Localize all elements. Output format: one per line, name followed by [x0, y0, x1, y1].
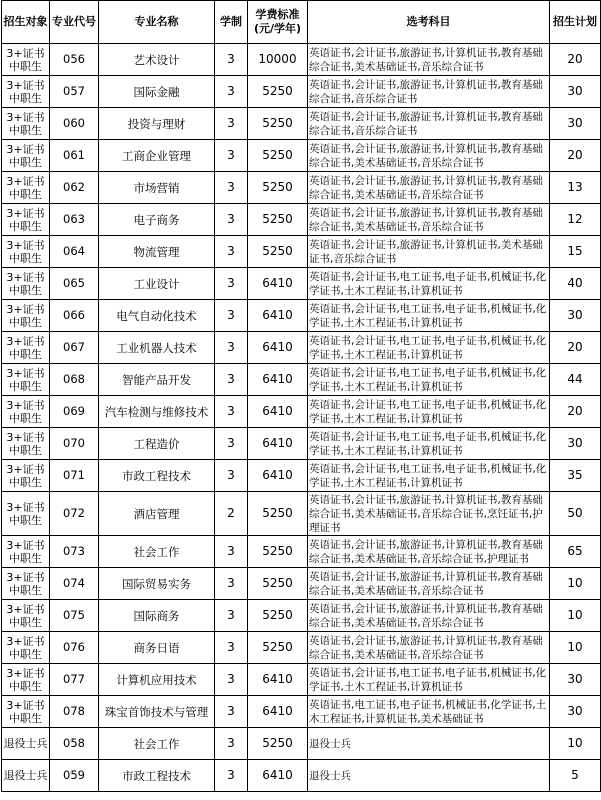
- table-row: [2, 396, 601, 428]
- plan-cell: 44: [550, 364, 601, 396]
- major-cell: 商务日语: [99, 632, 215, 664]
- target-cell: 3+证书中职生: [2, 364, 50, 396]
- years-cell: 3: [215, 364, 248, 396]
- subjects-cell: 英语证书,会计证书,电工证书,电子证书,机械证书,化学证书,土木工程证书,计算机证书: [308, 364, 550, 396]
- major-cell: 智能产品开发: [99, 364, 215, 396]
- table-row: [2, 600, 601, 632]
- target-cell: 3+证书中职生: [2, 664, 50, 696]
- target-cell: 3+证书中职生: [2, 492, 50, 536]
- major-cell: 市场营销: [99, 172, 215, 204]
- plan-cell: 5: [550, 760, 601, 792]
- table-row: [2, 728, 601, 760]
- code-cell: 062: [50, 172, 99, 204]
- plan-cell: 13: [550, 172, 601, 204]
- subjects-cell: 退役士兵: [308, 728, 550, 760]
- table-row: [2, 268, 601, 300]
- fee-cell: 6410: [248, 300, 308, 332]
- years-cell: 3: [215, 172, 248, 204]
- major-cell: 国际商务: [99, 600, 215, 632]
- major-cell: 物流管理: [99, 236, 215, 268]
- table-row: [2, 172, 601, 204]
- years-cell: 3: [215, 76, 248, 108]
- years-cell: 3: [215, 696, 248, 728]
- subjects-cell: 英语证书,会计证书,旅游证书,计算机证书,教育基础综合证书,音乐综合证书: [308, 108, 550, 140]
- subjects-cell: 英语证书,会计证书,旅游证书,计算机证书,教育基础综合证书,美术基础证书,音乐综合证书,烹饪证书,护理证书: [308, 492, 550, 536]
- plan-cell: 35: [550, 460, 601, 492]
- years-cell: 3: [215, 204, 248, 236]
- years-cell: 3: [215, 44, 248, 76]
- years-cell: 3: [215, 600, 248, 632]
- major-cell: 珠宝首饰技术与管理: [99, 696, 215, 728]
- code-cell: 057: [50, 76, 99, 108]
- fee-cell: 6410: [248, 664, 308, 696]
- major-cell: 市政工程技术: [99, 460, 215, 492]
- subjects-cell: 英语证书,电工证书,电子证书,机械证书,化学证书,土木工程证书,计算机证书,美术基础证书: [308, 696, 550, 728]
- target-cell: 3+证书中职生: [2, 568, 50, 600]
- fee-cell: 6410: [248, 428, 308, 460]
- target-cell: 3+证书中职生: [2, 696, 50, 728]
- code-cell: 074: [50, 568, 99, 600]
- target-cell: 3+证书中职生: [2, 44, 50, 76]
- plan-cell: 10: [550, 632, 601, 664]
- years-cell: 3: [215, 108, 248, 140]
- code-cell: 067: [50, 332, 99, 364]
- code-cell: 078: [50, 696, 99, 728]
- target-cell: 3+证书中职生: [2, 396, 50, 428]
- code-cell: 072: [50, 492, 99, 536]
- code-cell: 061: [50, 140, 99, 172]
- target-cell: 3+证书中职生: [2, 600, 50, 632]
- target-cell: 3+证书中职生: [2, 300, 50, 332]
- years-cell: 3: [215, 396, 248, 428]
- plan-cell: 30: [550, 428, 601, 460]
- fee-cell: 5250: [248, 632, 308, 664]
- target-cell: 3+证书中职生: [2, 76, 50, 108]
- table-body: [2, 44, 601, 792]
- years-cell: 2: [215, 492, 248, 536]
- plan-cell: 30: [550, 76, 601, 108]
- fee-cell: 6410: [248, 696, 308, 728]
- target-cell: 退役士兵: [2, 728, 50, 760]
- table-row: [2, 140, 601, 172]
- plan-cell: 10: [550, 600, 601, 632]
- major-cell: 社会工作: [99, 728, 215, 760]
- table-row: [2, 632, 601, 664]
- table-row: [2, 300, 601, 332]
- plan-cell: 20: [550, 44, 601, 76]
- target-cell: 3+证书中职生: [2, 204, 50, 236]
- fee-cell: 5250: [248, 236, 308, 268]
- code-cell: 063: [50, 204, 99, 236]
- table-row: [2, 536, 601, 568]
- code-cell: 064: [50, 236, 99, 268]
- subjects-cell: 英语证书,会计证书,旅游证书,计算机证书,美术基础证书,音乐综合证书: [308, 236, 550, 268]
- target-cell: 3+证书中职生: [2, 140, 50, 172]
- fee-cell: 6410: [248, 760, 308, 792]
- major-cell: 工业设计: [99, 268, 215, 300]
- code-cell: 068: [50, 364, 99, 396]
- years-cell: 3: [215, 300, 248, 332]
- plan-cell: 20: [550, 140, 601, 172]
- table-row: [2, 332, 601, 364]
- years-cell: 3: [215, 664, 248, 696]
- table-row: [2, 760, 601, 792]
- subjects-cell: 退役士兵: [308, 760, 550, 792]
- major-cell: 工程造价: [99, 428, 215, 460]
- table-row: [2, 428, 601, 460]
- major-cell: 汽车检测与维修技术: [99, 396, 215, 428]
- major-cell: 工商企业管理: [99, 140, 215, 172]
- years-cell: 3: [215, 760, 248, 792]
- table-row: [2, 204, 601, 236]
- table-row: [2, 76, 601, 108]
- subjects-cell: 英语证书,会计证书,电工证书,电子证书,机械证书,化学证书,土木工程证书,计算机证书: [308, 664, 550, 696]
- table-row: [2, 44, 601, 76]
- years-cell: 3: [215, 728, 248, 760]
- target-cell: 3+证书中职生: [2, 268, 50, 300]
- subjects-cell: 英语证书,会计证书,电工证书,电子证书,机械证书,化学证书,土木工程证书,计算机证书: [308, 300, 550, 332]
- target-cell: 3+证书中职生: [2, 236, 50, 268]
- subjects-cell: 英语证书,会计证书,电工证书,电子证书,机械证书,化学证书,土木工程证书,计算机证书: [308, 428, 550, 460]
- fee-cell: 6410: [248, 396, 308, 428]
- major-cell: 酒店管理: [99, 492, 215, 536]
- fee-cell: 5250: [248, 568, 308, 600]
- table-row: [2, 664, 601, 696]
- subjects-cell: 英语证书,会计证书,旅游证书,计算机证书,教育基础综合证书,美术基础证书,音乐综合证书: [308, 204, 550, 236]
- major-cell: 电子商务: [99, 204, 215, 236]
- subjects-cell: 英语证书,会计证书,旅游证书,计算机证书,教育基础综合证书,美术基础证书,音乐综合证书: [308, 632, 550, 664]
- plan-cell: 30: [550, 664, 601, 696]
- plan-cell: 65: [550, 536, 601, 568]
- major-cell: 社会工作: [99, 536, 215, 568]
- code-cell: 073: [50, 536, 99, 568]
- years-cell: 3: [215, 568, 248, 600]
- fee-cell: 6410: [248, 460, 308, 492]
- fee-cell: 5250: [248, 492, 308, 536]
- target-cell: 3+证书中职生: [2, 108, 50, 140]
- plan-cell: 30: [550, 300, 601, 332]
- target-cell: 3+证书中职生: [2, 428, 50, 460]
- header-subjects: 选考科目: [308, 1, 550, 44]
- years-cell: 3: [215, 236, 248, 268]
- years-cell: 3: [215, 140, 248, 172]
- table-row: [2, 568, 601, 600]
- major-cell: 投资与理财: [99, 108, 215, 140]
- table-row: [2, 236, 601, 268]
- admission-plan-table: [1, 0, 601, 792]
- plan-cell: 50: [550, 492, 601, 536]
- subjects-cell: 英语证书,会计证书,电工证书,电子证书,机械证书,化学证书,土木工程证书,计算机证书: [308, 332, 550, 364]
- plan-cell: 20: [550, 396, 601, 428]
- fee-cell: 5250: [248, 204, 308, 236]
- target-cell: 3+证书中职生: [2, 172, 50, 204]
- plan-cell: 10: [550, 728, 601, 760]
- fee-cell: 5250: [248, 728, 308, 760]
- code-cell: 071: [50, 460, 99, 492]
- fee-cell: 6410: [248, 268, 308, 300]
- plan-cell: 40: [550, 268, 601, 300]
- table-row: [2, 492, 601, 536]
- code-cell: 056: [50, 44, 99, 76]
- code-cell: 075: [50, 600, 99, 632]
- major-cell: 国际金融: [99, 76, 215, 108]
- years-cell: 3: [215, 632, 248, 664]
- years-cell: 3: [215, 268, 248, 300]
- years-cell: 3: [215, 428, 248, 460]
- header-target: 招生对象: [2, 1, 50, 44]
- target-cell: 退役士兵: [2, 760, 50, 792]
- target-cell: 3+证书中职生: [2, 460, 50, 492]
- code-cell: 066: [50, 300, 99, 332]
- table-row: [2, 460, 601, 492]
- years-cell: 3: [215, 332, 248, 364]
- code-cell: 060: [50, 108, 99, 140]
- subjects-cell: 英语证书,会计证书,旅游证书,计算机证书,教育基础综合证书,美术基础证书,音乐综合证书,护理证书: [308, 536, 550, 568]
- table-row: [2, 696, 601, 728]
- target-cell: 3+证书中职生: [2, 332, 50, 364]
- subjects-cell: 英语证书,会计证书,电工证书,电子证书,机械证书,化学证书,土木工程证书,计算机证书: [308, 460, 550, 492]
- subjects-cell: 英语证书,会计证书,旅游证书,计算机证书,教育基础综合证书,音乐综合证书: [308, 76, 550, 108]
- plan-cell: 30: [550, 696, 601, 728]
- table-row: [2, 364, 601, 396]
- plan-cell: 15: [550, 236, 601, 268]
- target-cell: 3+证书中职生: [2, 632, 50, 664]
- header-row: [2, 1, 601, 44]
- fee-cell: 5250: [248, 536, 308, 568]
- subjects-cell: 英语证书,会计证书,旅游证书,计算机证书,教育基础综合证书,美术基础证书,音乐综合证书: [308, 44, 550, 76]
- subjects-cell: 英语证书,会计证书,旅游证书,计算机证书,教育基础综合证书,美术基础证书,音乐综合证书: [308, 568, 550, 600]
- fee-cell: 5250: [248, 172, 308, 204]
- plan-cell: 30: [550, 108, 601, 140]
- subjects-cell: 英语证书,会计证书,电工证书,电子证书,机械证书,化学证书,土木工程证书,计算机证书: [308, 396, 550, 428]
- plan-cell: 10: [550, 568, 601, 600]
- fee-cell: 6410: [248, 332, 308, 364]
- subjects-cell: 英语证书,会计证书,旅游证书,计算机证书,教育基础综合证书,美术基础证书,音乐综合证书: [308, 140, 550, 172]
- code-cell: 077: [50, 664, 99, 696]
- subjects-cell: 英语证书,会计证书,电工证书,电子证书,机械证书,化学证书,土木工程证书,计算机证书: [308, 268, 550, 300]
- header-plan: 招生计划: [550, 1, 601, 44]
- major-cell: 工业机器人技术: [99, 332, 215, 364]
- fee-cell: 10000: [248, 44, 308, 76]
- code-cell: 065: [50, 268, 99, 300]
- years-cell: 3: [215, 460, 248, 492]
- code-cell: 069: [50, 396, 99, 428]
- fee-cell: 5250: [248, 108, 308, 140]
- code-cell: 070: [50, 428, 99, 460]
- code-cell: 059: [50, 760, 99, 792]
- header-fee: 学费标准 (元/学年): [248, 1, 308, 44]
- header-code: 专业代号: [50, 1, 99, 44]
- code-cell: 058: [50, 728, 99, 760]
- fee-cell: 6410: [248, 364, 308, 396]
- subjects-cell: 英语证书,会计证书,旅游证书,计算机证书,教育基础综合证书,美术基础证书,音乐综合证书: [308, 172, 550, 204]
- fee-cell: 5250: [248, 76, 308, 108]
- fee-cell: 5250: [248, 140, 308, 172]
- header-years: 学制: [215, 1, 248, 44]
- target-cell: 3+证书中职生: [2, 536, 50, 568]
- plan-cell: 12: [550, 204, 601, 236]
- plan-cell: 20: [550, 332, 601, 364]
- years-cell: 3: [215, 536, 248, 568]
- fee-cell: 5250: [248, 600, 308, 632]
- header-major: 专业名称: [99, 1, 215, 44]
- major-cell: 市政工程技术: [99, 760, 215, 792]
- code-cell: 076: [50, 632, 99, 664]
- major-cell: 电气自动化技术: [99, 300, 215, 332]
- major-cell: 艺术设计: [99, 44, 215, 76]
- subjects-cell: 英语证书,会计证书,旅游证书,计算机证书,教育基础综合证书,美术基础证书,音乐综合证书: [308, 600, 550, 632]
- major-cell: 国际贸易实务: [99, 568, 215, 600]
- major-cell: 计算机应用技术: [99, 664, 215, 696]
- table-row: [2, 108, 601, 140]
